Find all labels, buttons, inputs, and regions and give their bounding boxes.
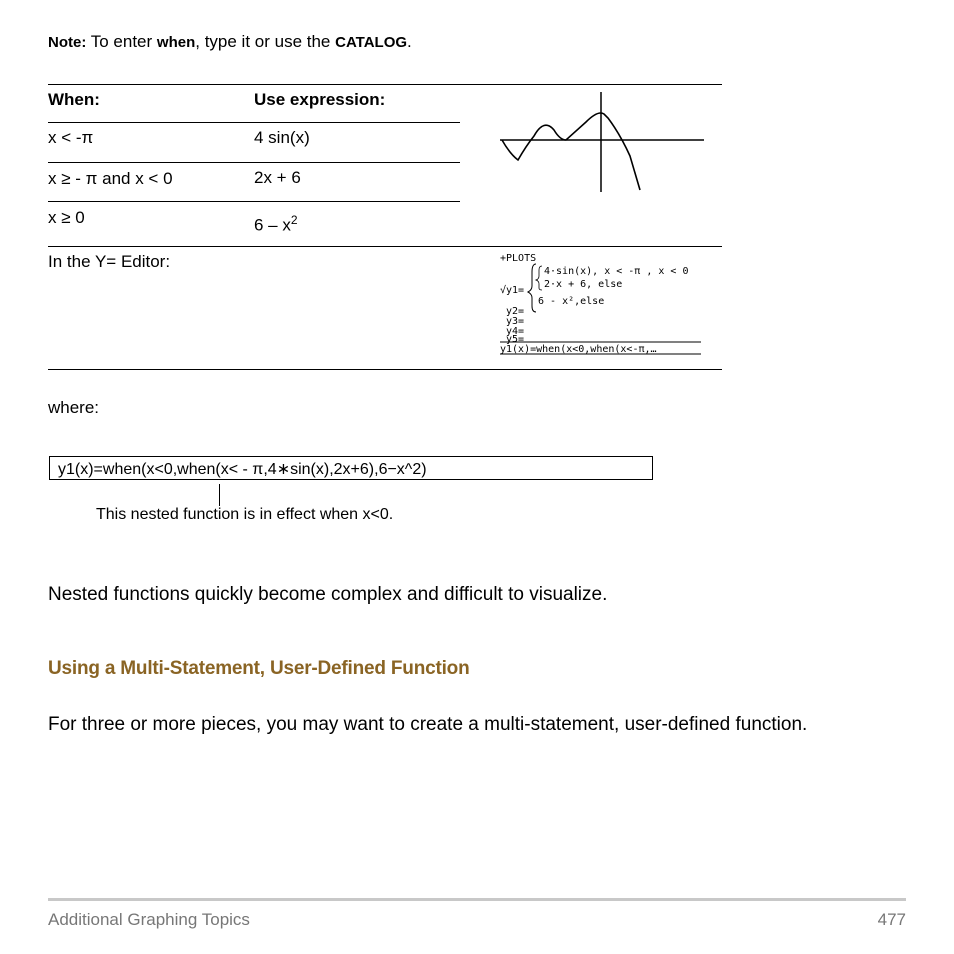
piecewise-graph [496, 88, 706, 194]
y-editor-y1-label: √y1= [500, 285, 525, 296]
note-catalog: CATALOG [335, 34, 408, 51]
row3-expression-exponent: 2 [290, 213, 298, 227]
y-editor-header: +PLOTS [500, 253, 537, 264]
table-top-rule [48, 84, 722, 85]
y-editor-label: In the Y= Editor: [48, 252, 171, 271]
paragraph-multi-statement: For three or more pieces, you may want to create a multi-statement, user-defined function. [48, 714, 808, 735]
y-editor-line1: 4·sin(x), x < -π , x < 0 [544, 266, 689, 277]
footer-page-number: 477 [877, 910, 906, 929]
row3-expression-base: 6 – x [254, 215, 291, 235]
y-editor-line2: 2·x + 6, else [544, 279, 623, 290]
y-editor-y2: y2= [506, 306, 525, 317]
y-editor-line3: 6 - x²,else [538, 296, 605, 307]
note-text-1: To enter [86, 32, 157, 51]
table-row2-rule [48, 201, 460, 202]
note-keyword: when [156, 34, 196, 51]
y-editor-y5: y5= [506, 334, 525, 345]
callout-text: This nested function is in effect when x<0. [96, 506, 394, 523]
paragraph-nested: Nested functions quickly become complex and difficult to visualize. [48, 584, 608, 605]
table-header-rule [48, 122, 460, 123]
y-editor-y4: y4= [506, 326, 525, 337]
table-bottom-rule [48, 369, 722, 370]
footer-section-title: Additional Graphing Topics [48, 910, 250, 929]
row2-when: x ≥ - π and x < 0 [48, 169, 173, 188]
note-text-2: , type it or use the [195, 32, 336, 51]
row1-when: x < -π [48, 128, 94, 147]
y-editor-inner-brace-icon [536, 266, 542, 290]
table-row1-rule [48, 162, 460, 163]
where-label: where: [48, 398, 100, 417]
section-heading: Using a Multi-Statement, User-Defined Function [48, 658, 470, 679]
header-when: When: [48, 90, 100, 109]
row3-expression [254, 213, 298, 236]
table-mid-rule [48, 246, 722, 247]
graph-curve [502, 113, 640, 190]
callout-pointer [219, 484, 220, 506]
footer-rule [48, 898, 906, 901]
header-expression: Use expression: [254, 90, 386, 109]
row3-when: x ≥ 0 [48, 208, 85, 227]
note-label: Note: [48, 34, 87, 51]
code-expression: y1(x)=when(x<0,when(x< - π,4∗sin(x),2x+6),6−x^2) [58, 461, 427, 478]
note-text-3: . [407, 32, 412, 51]
row1-expression: 4 sin(x) [254, 128, 310, 147]
y-editor-brace-icon [528, 264, 536, 312]
y-editor-y3: y3= [506, 316, 525, 327]
y-editor-screenshot [498, 252, 703, 356]
row2-expression: 2x + 6 [254, 168, 301, 187]
note-line [48, 32, 412, 52]
y-editor-entry: y1(x)=when(x<0,when(x<-π,… [500, 344, 657, 355]
code-box [49, 456, 653, 480]
